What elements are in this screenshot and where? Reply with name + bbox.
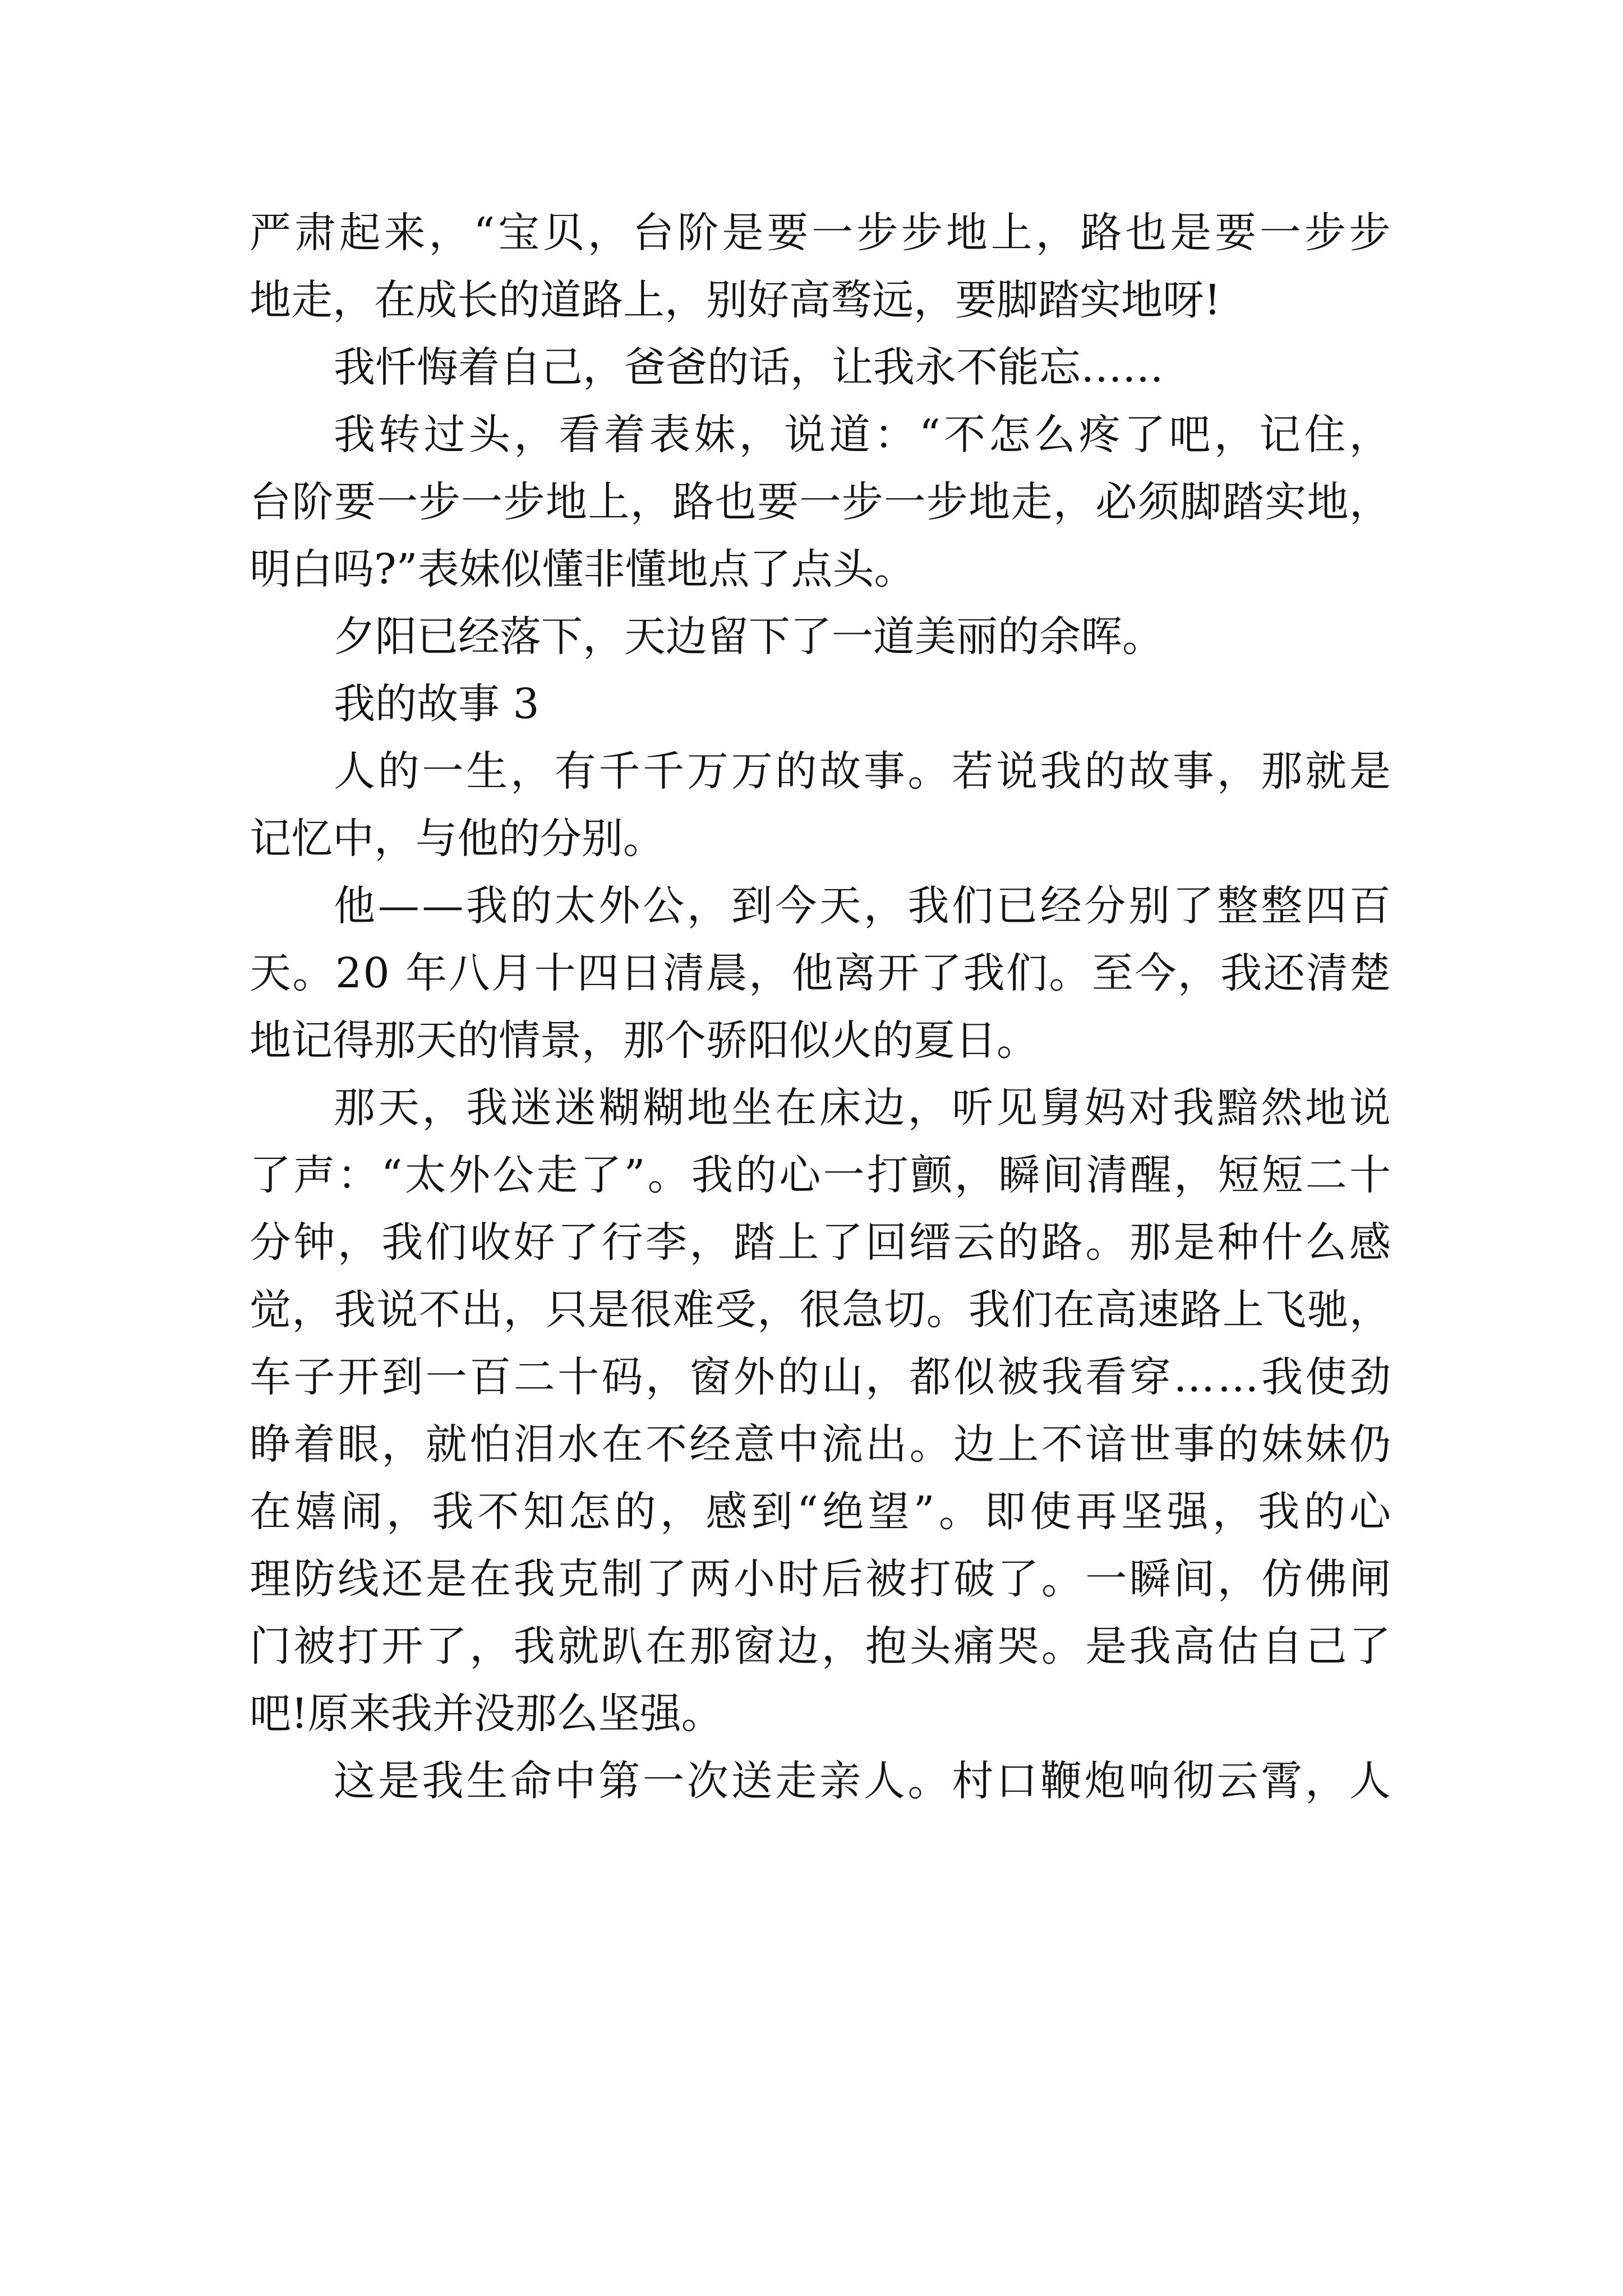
text-line: 他 — — 我 的 太 外 公 ， 到 今 天 ， 我 们 已 经 分 别 了 整 整 四 百 <box>334 882 1391 930</box>
text-line: 我忏悔着自己，爸爸的话，让我永不能忘…… <box>334 343 1164 392</box>
text-line: 觉 ， 我 说 不 出 ， 只 是 很 难 受 ， 很 急 切 。 我 们 在 高 速 路 上 飞 驰 ， <box>250 1286 1391 1334</box>
text-line: 理 防 线 还 是 在 我 克 制 了 两 小 时 后 被 打 破 了 。 一 瞬 间 ， 仿 佛 闸 <box>250 1555 1391 1603</box>
body-text <box>250 199 1391 1815</box>
text-line: 天 。 2 0 年 八 月 十 四 日 清 晨 ， 他 离 开 了 我 们 。 至 今 ， 我 还 清 楚 <box>250 949 1391 997</box>
text-line: 我的故事 3 <box>334 680 540 728</box>
text-line: 睁 着 眼 ， 就 怕 泪 水 在 不 经 意 中 流 出 。 边 上 不 谙 世 事 的 妹 妹 仍 <box>250 1420 1391 1469</box>
text-line: 地记得那天的情景，那个骄阳似火的夏日。 <box>250 1016 1038 1065</box>
text-line: 吧!原来我并没那么坚强。 <box>250 1690 723 1738</box>
text-line: 了 声 ： “ 太 外 公 走 了 ” 。 我 的 心 一 打 颤 ， 瞬 间 清 醒 ， 短 短 二 十 <box>250 1151 1391 1199</box>
text-line: 这 是 我 生 命 中 第 一 次 送 走 亲 人 。 村 口 鞭 炮 响 彻 云 霄 ， 人 <box>334 1757 1391 1805</box>
text-line: 记忆中，与他的分别。 <box>250 815 665 863</box>
text-line: 门 被 打 开 了 ， 我 就 趴 在 那 窗 边 ， 抱 头 痛 哭 。 是 我 高 估 自 己 了 <box>250 1622 1391 1671</box>
text-line: 车 子 开 到 一 百 二 十 码 ， 窗 外 的 山 ， 都 似 被 我 看 穿 … … 我 使 劲 <box>250 1353 1391 1401</box>
text-line: 地走，在成长的道路上，别好高骛远，要脚踏实地呀! <box>250 276 1221 324</box>
text-line: 分 钟 ， 我 们 收 好 了 行 李 ， 踏 上 了 回 缙 云 的 路 。 那 是 种 什 么 感 <box>250 1218 1391 1267</box>
text-line: 夕阳已经落下，天边留下了一道美丽的余晖。 <box>334 613 1164 661</box>
text-line: 我 转 过 头 ， 看 着 表 妹 ， 说 道 ： “ 不 怎 么 疼 了 吧 ， 记 住 ， <box>334 411 1391 459</box>
text-line: 台 阶 要 一 步 一 步 地 上 ， 路 也 要 一 步 一 步 地 走 ， 必 须 脚 踏 实 地 ， <box>250 478 1391 526</box>
text-line: 那 天 ， 我 迷 迷 糊 糊 地 坐 在 床 边 ， 听 见 舅 妈 对 我 黯 然 地 说 <box>334 1084 1391 1132</box>
text-line: 严 肃 起 来 ， “ 宝 贝 ， 台 阶 是 要 一 步 步 地 上 ， 路 也 是 要 一 步 步 <box>250 209 1391 257</box>
text-line: 在 嬉 闹 ， 我 不 知 怎 的 ， 感 到 “ 绝 望 ” 。 即 使 再 坚 强 ， 我 的 心 <box>250 1488 1391 1536</box>
text-line: 人 的 一 生 ， 有 千 千 万 万 的 故 事 。 若 说 我 的 故 事 ， 那 就 是 <box>334 747 1391 795</box>
text-line: 明白吗?”表妹似懂非懂地点了点头。 <box>250 545 916 593</box>
